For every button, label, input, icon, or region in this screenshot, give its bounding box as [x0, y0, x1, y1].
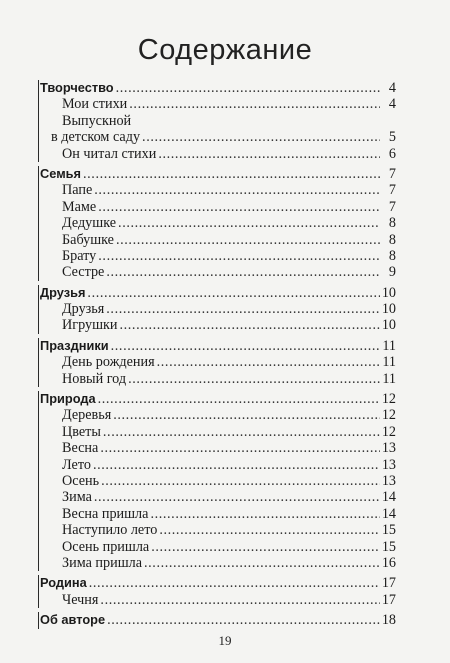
toc-entry[interactable]	[39, 199, 396, 215]
dot-leader	[118, 215, 380, 231]
toc-entry-continuation[interactable]	[39, 129, 396, 145]
dot-leader	[98, 199, 380, 215]
dot-leader	[128, 371, 380, 387]
toc-entry[interactable]	[39, 592, 396, 608]
toc-entry-label: Весна	[62, 440, 99, 457]
dot-leader	[94, 489, 380, 505]
toc-heading-label: Друзья	[40, 284, 86, 300]
toc-entry-continuation-page: 5	[388, 129, 396, 146]
dot-leader	[111, 338, 380, 354]
toc-heading[interactable]	[39, 338, 396, 354]
toc-entry-page: 15	[381, 538, 396, 555]
dot-leader	[87, 285, 379, 301]
toc-entry[interactable]	[39, 457, 396, 473]
toc-entry-label: Игрушки	[62, 317, 118, 334]
toc-entry[interactable]	[39, 146, 396, 162]
dot-leader	[98, 391, 380, 407]
toc-heading[interactable]	[39, 612, 396, 628]
dot-leader	[129, 96, 380, 112]
toc-entry-page: 6	[388, 145, 396, 162]
dot-leader	[93, 457, 380, 473]
toc-entry-label: Папе	[62, 182, 93, 199]
toc-heading-page: 17	[381, 575, 396, 592]
toc-heading-label: Праздники	[40, 337, 109, 353]
toc-entry-label: Сестре	[62, 264, 105, 281]
dot-leader	[106, 264, 380, 280]
toc-entry[interactable]	[39, 424, 396, 440]
dot-leader	[144, 555, 380, 571]
toc-section	[38, 80, 396, 162]
toc-section	[38, 285, 396, 334]
toc-heading-label: Об авторе	[40, 612, 106, 628]
dot-leader	[151, 539, 380, 555]
toc-heading-page: 4	[388, 80, 396, 96]
toc-entry-label: Цветы	[62, 423, 101, 440]
dot-leader	[103, 424, 380, 440]
toc-entry-label: Он читал стихи	[62, 145, 157, 162]
toc-entry-page: 9	[388, 264, 396, 281]
toc-entry-page: 13	[381, 440, 396, 457]
dot-leader	[157, 354, 380, 370]
toc-heading[interactable]	[39, 166, 396, 182]
toc-entry-label: Дедушке	[62, 215, 117, 232]
toc-section	[38, 338, 396, 387]
toc-entry[interactable]	[39, 407, 396, 423]
toc-entry-label: Зима	[62, 489, 92, 506]
toc-entry[interactable]	[39, 354, 396, 370]
toc-entry-page: 15	[381, 522, 396, 539]
toc-entry[interactable]	[39, 522, 396, 538]
toc-heading-page: 10	[381, 284, 396, 301]
toc-heading-page: 11	[382, 337, 396, 354]
toc-entry-page: 8	[388, 247, 396, 264]
toc-entry[interactable]	[39, 182, 396, 198]
dot-leader	[106, 301, 380, 317]
toc-entry-page: 13	[381, 472, 396, 489]
toc-entry[interactable]	[39, 371, 396, 387]
toc-entry-label: Чечня	[62, 591, 99, 608]
toc-entry-label: День рождения	[62, 354, 155, 371]
toc-entry-label: Зима пришла	[62, 554, 143, 571]
page-number: 19	[218, 633, 232, 648]
toc-entry-page: 14	[381, 489, 396, 506]
toc-heading[interactable]	[39, 285, 396, 301]
toc-entry-page: 12	[381, 423, 396, 440]
toc-entry-page: 13	[381, 456, 396, 473]
toc-entry-label: Выпускной	[62, 112, 132, 129]
toc-entry-label: Весна пришла	[62, 505, 149, 522]
toc-heading-label: Родина	[40, 575, 87, 591]
toc-entry[interactable]	[39, 539, 396, 555]
toc-entry-label: Деревья	[62, 407, 112, 424]
dot-leader	[100, 592, 379, 608]
toc-entry[interactable]	[39, 440, 396, 456]
toc-section	[38, 612, 396, 628]
dot-leader	[158, 146, 380, 162]
toc-entry-page: 7	[388, 198, 396, 215]
dot-leader	[94, 182, 380, 198]
toc-entry-page: 10	[381, 317, 396, 334]
toc-entry-page: 17	[381, 591, 396, 608]
toc-entry-label: Осень пришла	[62, 538, 150, 555]
dot-leader	[98, 248, 380, 264]
dot-leader	[142, 129, 380, 145]
toc-entry[interactable]	[39, 232, 396, 248]
toc-entry[interactable]	[39, 96, 396, 112]
toc-entry-label: Бабушке	[62, 231, 114, 248]
toc-entry-page: 7	[388, 182, 396, 199]
toc-heading-label: Творчество	[40, 80, 114, 95]
toc-heading-label: Семья	[40, 165, 81, 181]
toc-entry[interactable]	[39, 489, 396, 505]
dot-leader	[113, 407, 380, 423]
toc-entry-label: Наступило лето	[62, 522, 158, 539]
toc-entry-label: Лето	[62, 456, 91, 473]
toc-entry[interactable]	[39, 317, 396, 333]
toc-entry-page: 16	[381, 554, 396, 571]
toc-entry-label: Новый год	[62, 370, 127, 387]
dot-leader	[107, 612, 380, 628]
toc-entry-label: Маме	[62, 198, 97, 215]
toc-heading[interactable]	[39, 80, 396, 96]
dot-leader	[83, 166, 380, 182]
toc-heading-page: 18	[381, 612, 396, 629]
dot-leader	[159, 522, 379, 538]
dot-leader	[116, 80, 380, 96]
toc-entry[interactable]	[39, 215, 396, 231]
toc-entry-page: 11	[382, 354, 396, 371]
toc-entry[interactable]	[39, 264, 396, 280]
toc-entry-label: Мои стихи	[62, 96, 128, 113]
dot-leader	[150, 506, 379, 522]
toc-entry-label: Брату	[62, 247, 97, 264]
table-of-contents	[38, 80, 396, 633]
toc-entry[interactable]	[39, 555, 396, 571]
toc-entry[interactable]	[39, 506, 396, 522]
toc-entry[interactable]	[39, 248, 396, 264]
toc-section	[38, 575, 396, 608]
toc-heading-label: Природа	[40, 391, 96, 407]
dot-leader	[100, 440, 380, 456]
dot-leader	[119, 317, 379, 333]
toc-entry-page: 8	[388, 231, 396, 248]
dot-leader	[89, 575, 380, 591]
page-title: Содержание	[137, 34, 313, 66]
toc-entry-page: 4	[388, 96, 396, 113]
toc-entry[interactable]	[39, 473, 396, 489]
toc-entry-page: 11	[382, 370, 396, 387]
dot-leader	[116, 232, 380, 248]
toc-entry-page: 8	[388, 215, 396, 232]
toc-section	[38, 166, 396, 281]
toc-entry-page: 14	[381, 505, 396, 522]
toc-entry-page: 10	[381, 301, 396, 318]
toc-heading[interactable]	[39, 575, 396, 591]
toc-entry-page: 12	[381, 407, 396, 424]
toc-entry-label: Друзья	[62, 301, 105, 318]
toc-entry[interactable]	[39, 301, 396, 317]
toc-section	[38, 391, 396, 571]
toc-heading-page: 7	[388, 165, 396, 182]
toc-heading-page: 12	[381, 391, 396, 408]
toc-heading[interactable]	[39, 391, 396, 407]
toc-entry[interactable]	[39, 113, 396, 129]
dot-leader	[101, 473, 380, 489]
toc-entry-continuation-label: в детском саду	[51, 129, 141, 146]
toc-entry-label: Осень	[62, 472, 100, 489]
